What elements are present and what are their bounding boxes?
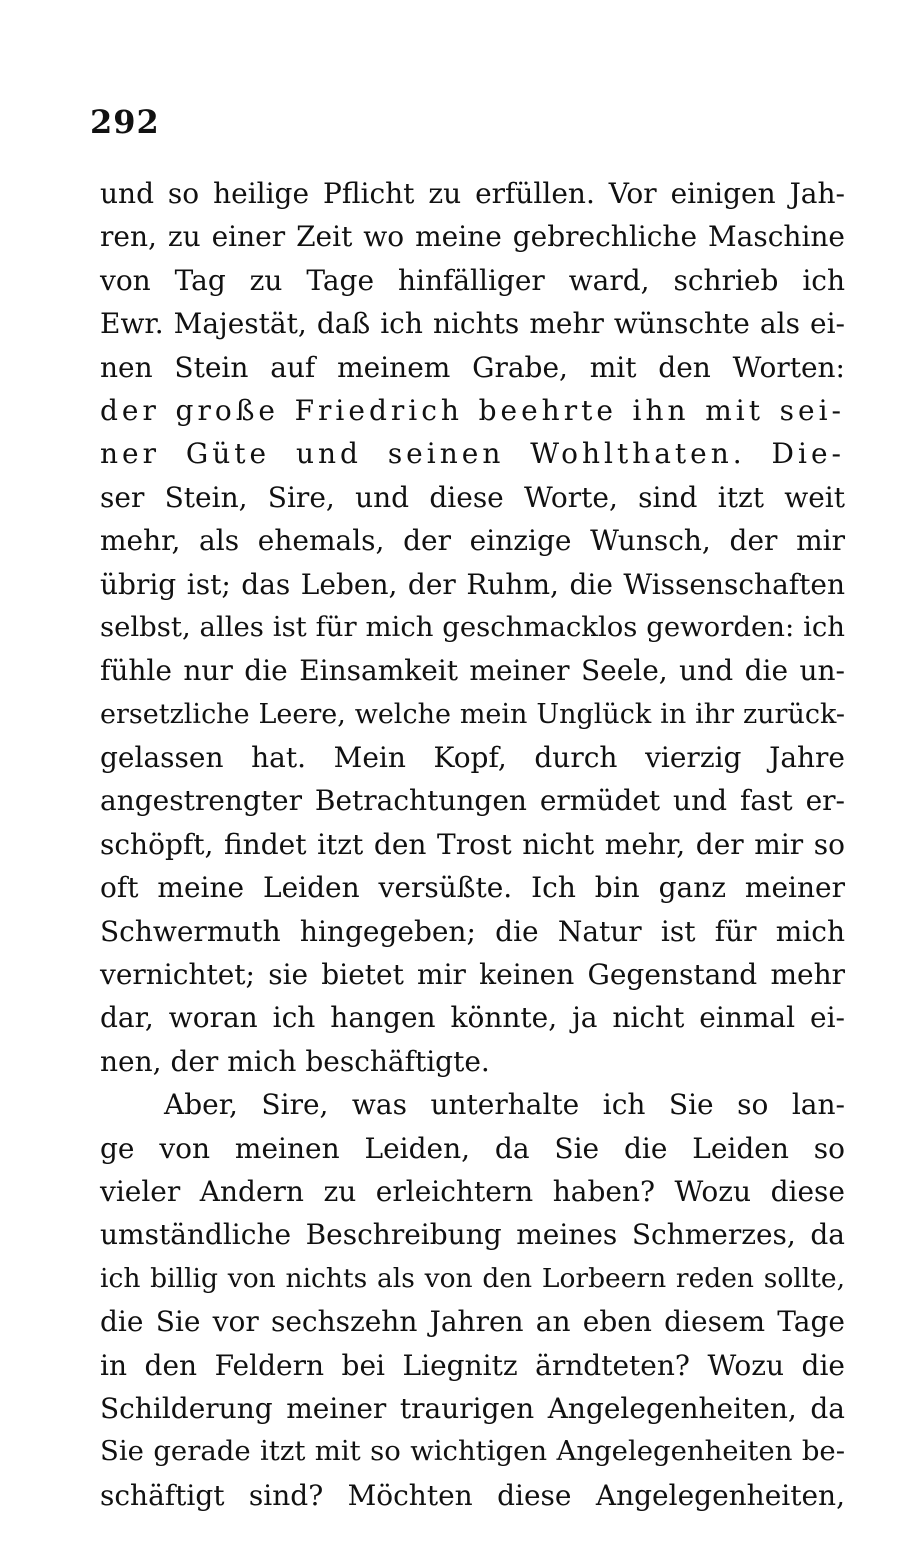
text-line: Ewr. Majestät, daß ich nichts mehr wünschte als ei- — [100, 307, 845, 341]
text-line: schöpft, findet itzt den Trost nicht mehr, der mir so — [100, 827, 845, 861]
text-line: die Sie vor sechszehn Jahren an eben diesem Tage — [100, 1305, 845, 1339]
text-line: fühle nur die Einsamkeit meiner Seele, und die un- — [100, 654, 845, 688]
text-line: gelassen hat. Mein Kopf, durch vierzig Jahre — [100, 741, 845, 775]
text-line: nen Stein auf meinem Grabe, mit den Worten: — [100, 350, 845, 384]
text-line: ersetzliche Leere, welche mein Unglück in ihr zurück- — [100, 698, 845, 730]
text-line: vernichtet; sie bietet mir keinen Gegenstand mehr — [100, 958, 845, 992]
text-line: ser Stein, Sire, und diese Worte, sind itzt weit — [100, 480, 845, 514]
text-line: in den Feldern bei Liegnitz ärndteten? Wozu die — [100, 1348, 845, 1382]
text-line: ge von meinen Leiden, da Sie die Leiden so — [100, 1131, 845, 1165]
text-line: Schilderung meiner traurigen Angelegenheiten, da — [100, 1391, 845, 1425]
body-text — [100, 172, 845, 1517]
text-line: Sie gerade itzt mit so wichtigen Angelegenheiten be- — [100, 1435, 845, 1468]
text-line: mehr, als ehemals, der einzige Wunsch, der mir — [100, 524, 845, 558]
text-line: und so heilige Pflicht zu erfüllen. Vor einigen Jah- — [100, 177, 845, 210]
text-line: schäftigt sind? Möchten diese Angelegenheiten, — [100, 1478, 845, 1512]
text-line: dar, woran ich hangen könnte, ja nicht einmal ei- — [100, 1001, 845, 1035]
text-line: selbst, alles ist für mich geschmacklos geworden: ich — [100, 610, 845, 643]
text-line: Schwermuth hingegeben; die Natur ist für mich — [100, 914, 845, 948]
text-line-paragraph-start: Aber, Sire, was unterhalte ich Sie so lan- — [164, 1088, 845, 1122]
text-line: von Tag zu Tage hinfälliger ward, schrieb ich — [100, 263, 845, 297]
text-line: umständliche Beschreibung meines Schmerzes, da — [100, 1218, 845, 1252]
text-line-emphasis: der große Friedrich beehrte ihn mit sei- — [100, 393, 845, 427]
text-line: vieler Andern zu erleichtern haben? Wozu diese — [100, 1174, 845, 1208]
text-line: ren, zu einer Zeit wo meine gebrechliche Maschine — [100, 220, 845, 254]
text-line: oft meine Leiden versüßte. Ich bin ganz meiner — [100, 871, 845, 905]
text-line: angestrengter Betrachtungen ermüdet und fast er- — [100, 784, 845, 818]
text-line: ich billig von nichts als von den Lorbeern reden sollte, — [100, 1262, 845, 1294]
page-number: 292 — [90, 103, 160, 141]
text-line: übrig ist; das Leben, der Ruhm, die Wissenschaften — [100, 567, 845, 601]
text-line-emphasis: ner Güte und seinen Wohlthaten. Die- — [100, 437, 845, 471]
text-line-paragraph-end: nen, der mich beschäftigte. — [100, 1044, 490, 1078]
